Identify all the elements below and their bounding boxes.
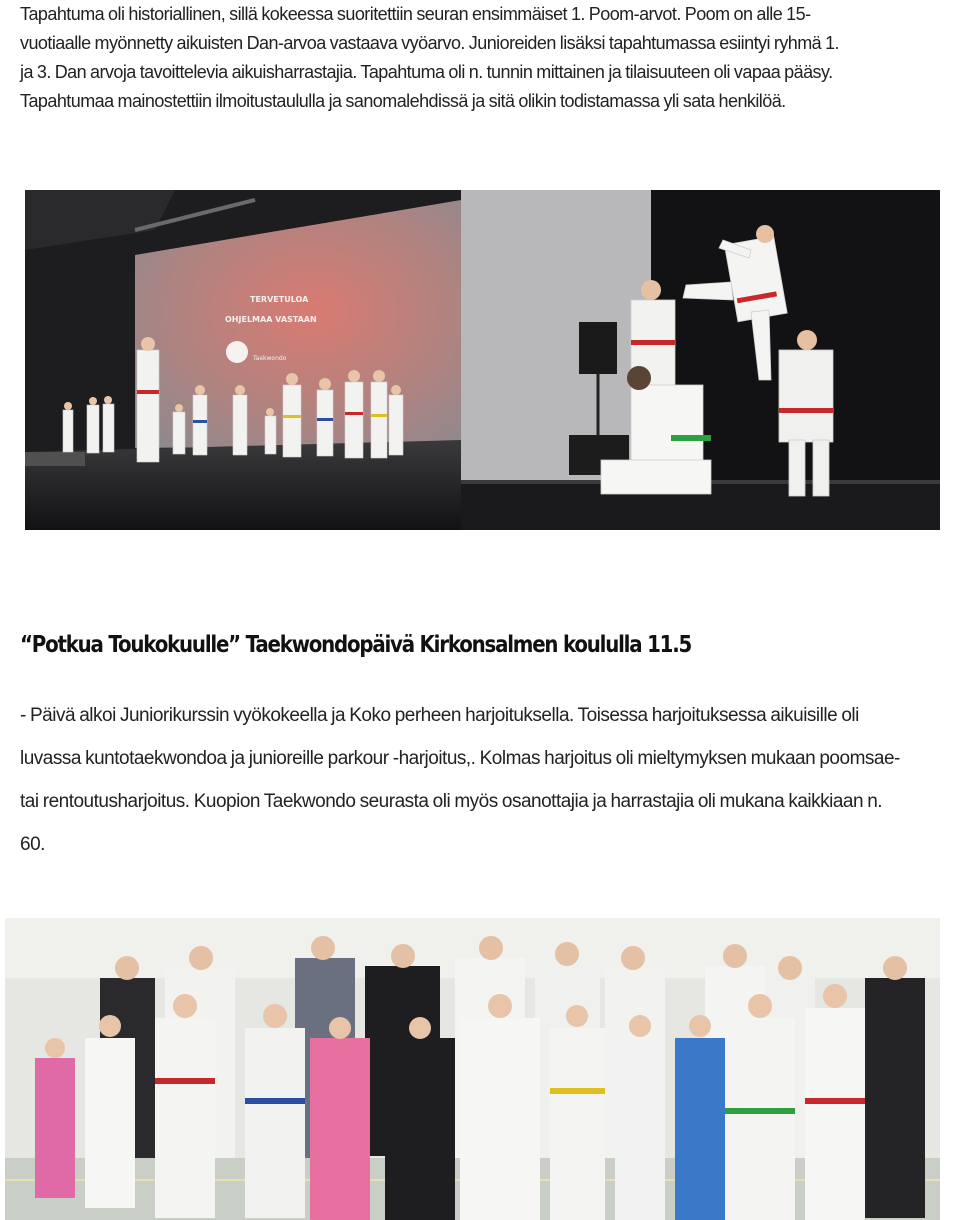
intro-line-3: ja 3. Dan arvoja tavoittelevia aikuisharrastajia. Tapahtuma oli n. tunnin mittainen ja tilaisuuteen oli vapaa pääsy. bbox=[20, 62, 833, 82]
photo-stage-group-image bbox=[25, 190, 461, 530]
intro-line-1: Tapahtuma oli historiallinen, sillä kokeessa suoritettiin seuran ensimmäiset 1. Poom-arvot. Poom on alle 15- bbox=[20, 4, 811, 24]
photo-stage-kick-image bbox=[461, 190, 940, 530]
screen-logo-text: Taekwondo bbox=[253, 355, 287, 362]
section-paragraph bbox=[20, 694, 950, 866]
photo-stage-group bbox=[25, 190, 461, 530]
intro-line-2: vuotiaalle myönnetty aikuisten Dan-arvoa vastaava vyöarvo. Junioreiden lisäksi tapahtumassa esiintyi ryhmä 1. bbox=[20, 33, 839, 53]
section-line-4: 60. bbox=[20, 834, 45, 855]
photo-stage-kick bbox=[461, 190, 940, 530]
photo-gym-group-image bbox=[5, 918, 940, 1220]
screen-text-1: TERVETULOA bbox=[250, 295, 309, 304]
section-heading: “Potkua Toukokuulle” Taekwondopäivä Kirkonsalmen koululla 11.5 bbox=[20, 632, 692, 658]
screen-text-2: OHJELMAA VASTAAN bbox=[225, 315, 317, 324]
photo-gym-group bbox=[5, 918, 940, 1220]
screen-logo-icon bbox=[226, 341, 248, 363]
section-line-2: luvassa kuntotaekwondoa ja junioreille parkour -harjoitus,. Kolmas harjoitus oli mieltymyksen mukaan poomsae- bbox=[20, 748, 900, 769]
section-line-1: - Päivä alkoi Juniorikurssin vyökokeella ja Koko perheen harjoituksella. Toisessa harjoituksessa aikuisille oli bbox=[20, 705, 859, 726]
intro-line-4: Tapahtumaa mainostettiin ilmoitustaululla ja sanomalehdissä ja sitä olikin todistamassa yli sata henkilöä. bbox=[20, 91, 786, 111]
section-line-3: tai rentoutusharjoitus. Kuopion Taekwondo seurasta oli myös osanottajia ja harrastajia oli mukana kaikkiaan n. bbox=[20, 791, 883, 812]
intro-paragraph bbox=[20, 0, 940, 116]
